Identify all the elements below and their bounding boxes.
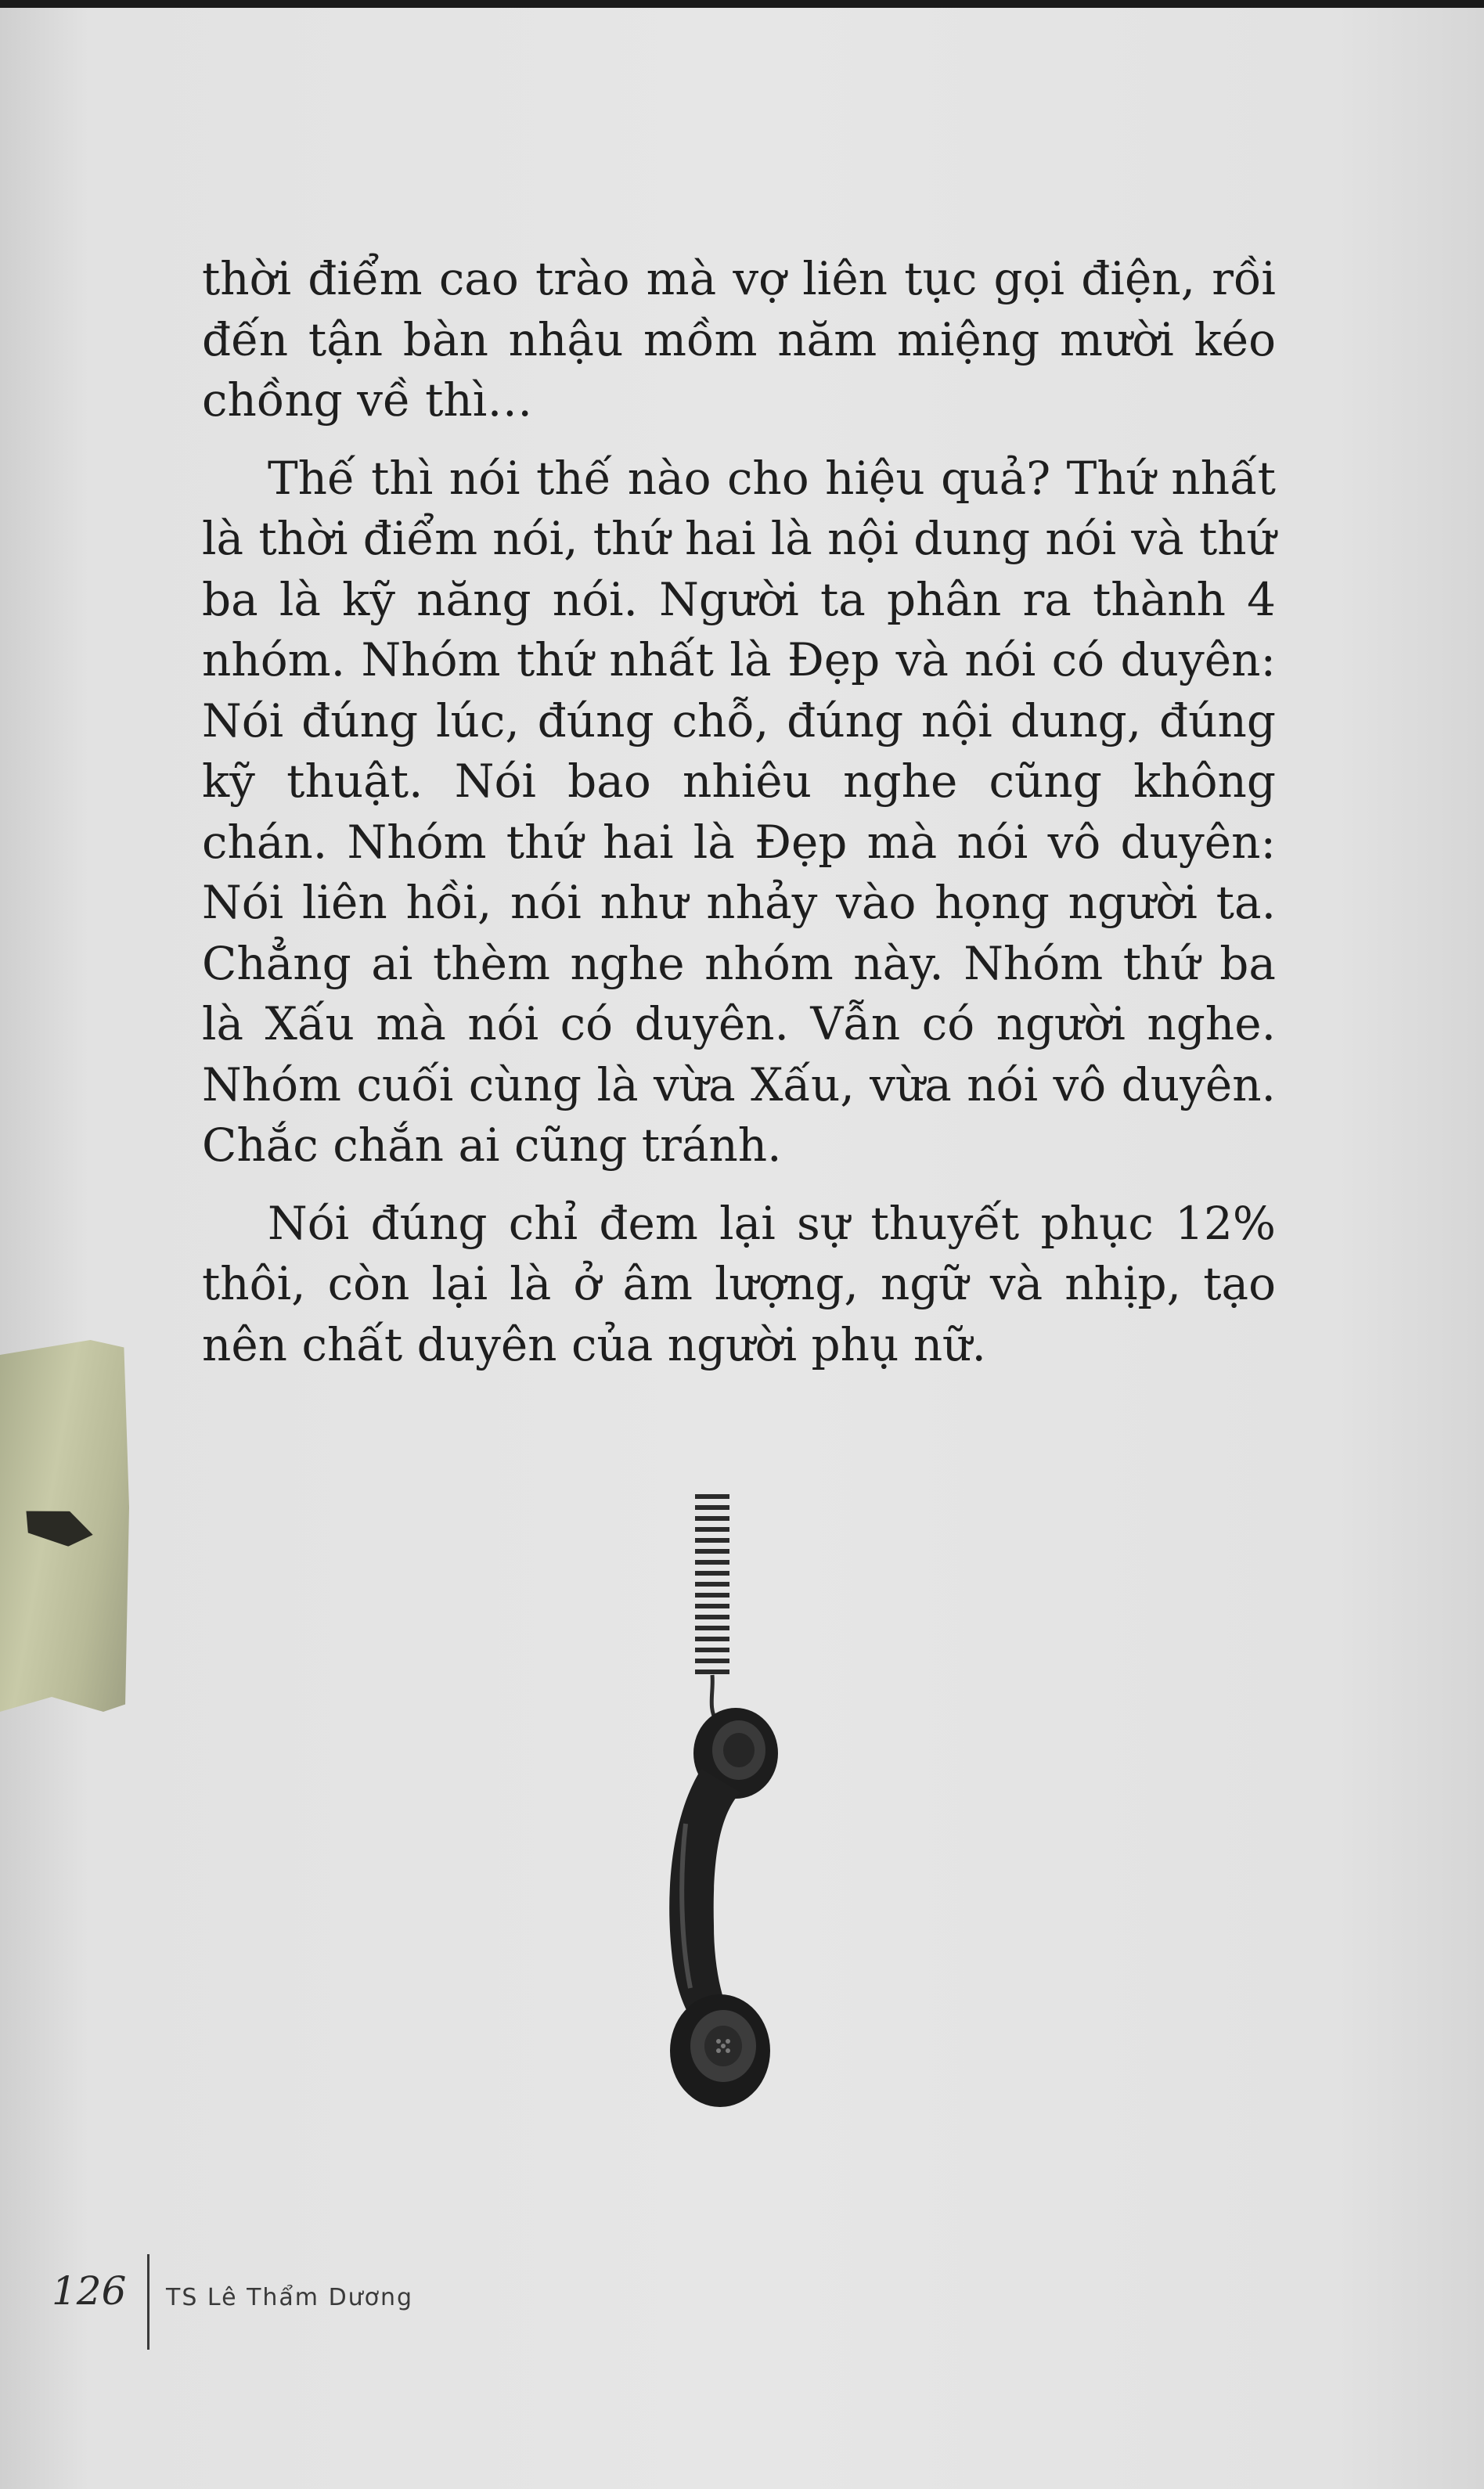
body-text (202, 249, 1276, 1392)
telephone-handset-icon (642, 1487, 783, 2113)
page-top-edge (0, 0, 1484, 8)
paragraph-3: Nói đúng chỉ đem lại sự thuyết phục 12% thôi, còn lại là ở âm lượng, ngữ và nhịp, tạo nên chất duyên của người phụ nữ. (202, 1196, 1276, 1371)
footer-divider (147, 2254, 149, 2350)
footer-author: TS Lê Thẩm Dương (166, 2284, 414, 2311)
page-number: 126 (52, 2268, 127, 2314)
paragraph-2: Thế thì nói thế nào cho hiệu quả? Thứ nhất là thời điểm nói, thứ hai là nội dung nói và thứ ba là kỹ năng nói. Người ta phân ra thành 4 nhóm. Nhóm thứ nhất là Đẹp và nói có duyên: Nói đúng lúc, đúng chỗ, đúng nội dung, đúng kỹ thuật. Nói bao nhiêu nghe cũng không chán. Nhóm thứ hai là Đẹp mà nói vô duyên: Nói liên hồi, nói như nhảy vào họng người ta. Chẳng ai thèm nghe nhóm này. Nhóm thứ ba là Xấu mà nói có duyên. Vẫn có người nghe. Nhóm cuối cùng là vừa Xấu, vừa nói vô duyên. Chắc chắn ai cũng tránh. (202, 451, 1276, 1172)
paragraph-1: thời điểm cao trào mà vợ liên tục gọi điện, rồi đến tận bàn nhậu mồm năm miệng mười kéo chồng về thì… (202, 252, 1276, 427)
